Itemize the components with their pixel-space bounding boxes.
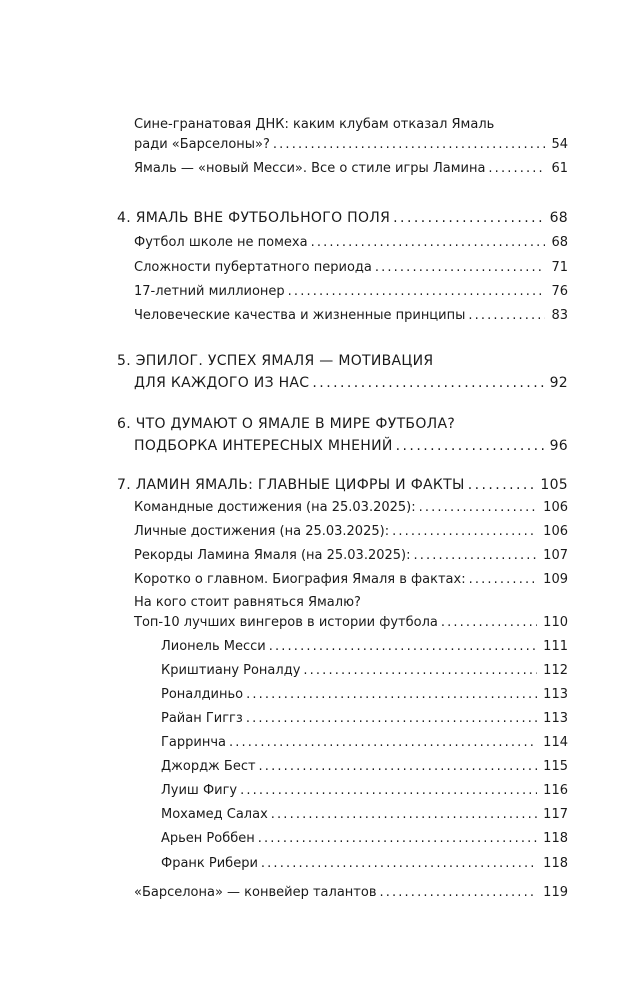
toc-chapter: [117, 207, 568, 229]
toc-entry: [134, 232, 568, 254]
toc-entry: [134, 257, 568, 279]
toc-entry-title: Рекорды Ламина Ямаля (на 25.03.2025):: [134, 548, 411, 563]
toc-entry: [134, 158, 568, 180]
toc-leader-dots: [393, 207, 543, 229]
toc-leader-dots: [240, 780, 537, 802]
toc-page-number: 113: [543, 687, 568, 702]
toc-leader-dots: [258, 828, 537, 850]
toc-page-number: 92: [549, 375, 568, 391]
toc-leader-dots: [303, 660, 537, 682]
toc-leader-dots: [246, 684, 537, 706]
toc-entry-title: Райан Гиггз: [161, 711, 243, 726]
toc-subentry: [161, 636, 568, 658]
toc-entry-line1: На кого стоит равняться Ямалю?: [134, 595, 361, 610]
toc-chapter: [117, 474, 568, 496]
toc-entry: [134, 882, 568, 904]
toc-leader-dots: [468, 305, 545, 327]
toc-page-number: 119: [543, 885, 568, 900]
toc-page-number: 76: [551, 284, 568, 299]
toc-subentry: [161, 853, 568, 875]
toc-subentry: [161, 756, 568, 778]
toc-leader-dots: [488, 158, 545, 180]
toc-leader-dots: [259, 756, 538, 778]
toc-subentry: [161, 708, 568, 730]
toc-entry: [134, 281, 568, 303]
toc-leader-dots: [441, 612, 537, 634]
toc-leader-dots: [273, 134, 546, 156]
toc-subentry: [161, 828, 568, 850]
toc-entry-title: Мохамед Салах: [161, 807, 268, 822]
toc-entry: [134, 497, 568, 519]
toc-entry: [134, 612, 568, 634]
toc-page-number: 71: [551, 260, 568, 275]
toc-leader-dots: [375, 257, 546, 279]
toc-page-number: 107: [543, 548, 568, 563]
toc-page-number: 109: [543, 572, 568, 587]
toc-chapter-title: 7. ЛАМИН ЯМАЛЬ: ГЛАВНЫЕ ЦИФРЫ И ФАКТЫ: [117, 477, 465, 493]
toc-entry: [134, 134, 568, 156]
toc-page-number: 105: [540, 477, 568, 493]
toc-page-number: 114: [543, 735, 568, 750]
toc-entry-title: Командные достижения (на 25.03.2025):: [134, 500, 416, 515]
toc-leader-dots: [379, 882, 537, 904]
toc-page-number: 106: [543, 524, 568, 539]
toc-entry-title: Франк Рибери: [161, 856, 258, 871]
toc-subentry: [161, 804, 568, 826]
toc-entry-title: Гарринча: [161, 735, 226, 750]
toc-entry-title: Сложности пубертатного периода: [134, 260, 372, 275]
toc-leader-dots: [414, 545, 538, 567]
toc-entry-title: Личные достижения (на 25.03.2025):: [134, 524, 390, 539]
toc-leader-dots: [311, 232, 546, 254]
toc-leader-dots: [229, 732, 537, 754]
toc-entry-title: «Барселона» — конвейер талантов: [134, 885, 377, 900]
toc-entry: [134, 569, 568, 591]
toc-entry-title: Футбол школе не помеха: [134, 235, 308, 250]
toc-page-number: 54: [551, 137, 568, 152]
toc-entry-title: Топ-10 лучших вингеров в истории футбола: [134, 615, 438, 630]
toc-chapter-title: ДЛЯ КАЖДОГО ИЗ НАС: [134, 375, 310, 391]
toc-entry-title: Роналдиньо: [161, 687, 244, 702]
toc-page-number: 106: [543, 500, 568, 515]
toc-leader-dots: [246, 708, 537, 730]
toc-entry-line1: Сине-гранатовая ДНК: каким клубам отказал Ямаль: [134, 117, 495, 132]
toc-subentry: [161, 660, 568, 682]
toc-entry: [134, 305, 568, 327]
toc-page-number: 117: [543, 807, 568, 822]
toc-leader-dots: [396, 435, 544, 457]
toc-subentry: [161, 732, 568, 754]
toc-leader-dots: [269, 636, 537, 658]
toc-page-number: 61: [551, 161, 568, 176]
toc-entry-title: Джордж Бест: [161, 759, 256, 774]
toc-page-number: 118: [543, 831, 568, 846]
toc-chapter: [134, 435, 568, 457]
toc-page-number: 96: [549, 438, 568, 454]
toc-chapter-title: ПОДБОРКА ИНТЕРЕСНЫХ МНЕНИЙ: [134, 438, 393, 454]
toc-entry: [134, 521, 568, 543]
toc-leader-dots: [468, 474, 535, 496]
toc-chapter-title: 4. ЯМАЛЬ ВНЕ ФУТБОЛЬНОГО ПОЛЯ: [117, 210, 391, 226]
toc-leader-dots: [312, 372, 543, 394]
toc-leader-dots: [419, 497, 538, 519]
toc-entry-title: Коротко о главном. Биография Ямаля в фактах:: [134, 572, 466, 587]
toc-subentry: [161, 684, 568, 706]
toc-entry-title: Ямаль — «новый Месси». Все о стиле игры Ламина: [134, 161, 486, 176]
toc-page-number: 115: [543, 759, 568, 774]
toc-page-number: 110: [543, 615, 568, 630]
toc-subentry: [161, 780, 568, 802]
toc-page-number: 68: [549, 210, 568, 226]
toc-chapter-line1: 6. ЧТО ДУМАЮТ О ЯМАЛЕ В МИРЕ ФУТБОЛА?: [117, 416, 456, 432]
toc-entry-title: Лионель Месси: [161, 639, 266, 654]
toc-chapter-line1: 5. ЭПИЛОГ. УСПЕХ ЯМАЛЯ — МОТИВАЦИЯ: [117, 353, 434, 369]
toc-entry-title: Луиш Фигу: [161, 783, 238, 798]
toc-page-number: 113: [543, 711, 568, 726]
toc-entry-title: Человеческие качества и жизненные принципы: [134, 308, 466, 323]
toc-page-number: 83: [551, 308, 568, 323]
toc-leader-dots: [271, 804, 537, 826]
toc-page-number: 118: [543, 856, 568, 871]
toc-leader-dots: [261, 853, 537, 875]
toc-entry-title: ради «Барселоны»?: [134, 137, 270, 152]
toc-page-number: 112: [543, 663, 568, 678]
toc-entry-title: 17-летний миллионер: [134, 284, 285, 299]
toc-leader-dots: [392, 521, 537, 543]
toc-leader-dots: [469, 569, 538, 591]
toc-leader-dots: [288, 281, 546, 303]
toc-page-number: 68: [551, 235, 568, 250]
toc-page-number: 111: [543, 639, 568, 654]
toc-chapter: [134, 372, 568, 394]
toc-page-number: 116: [543, 783, 568, 798]
toc-entry: [134, 545, 568, 567]
toc-entry-title: Арьен Роббен: [161, 831, 255, 846]
toc-entry-title: Криштиану Роналду: [161, 663, 301, 678]
